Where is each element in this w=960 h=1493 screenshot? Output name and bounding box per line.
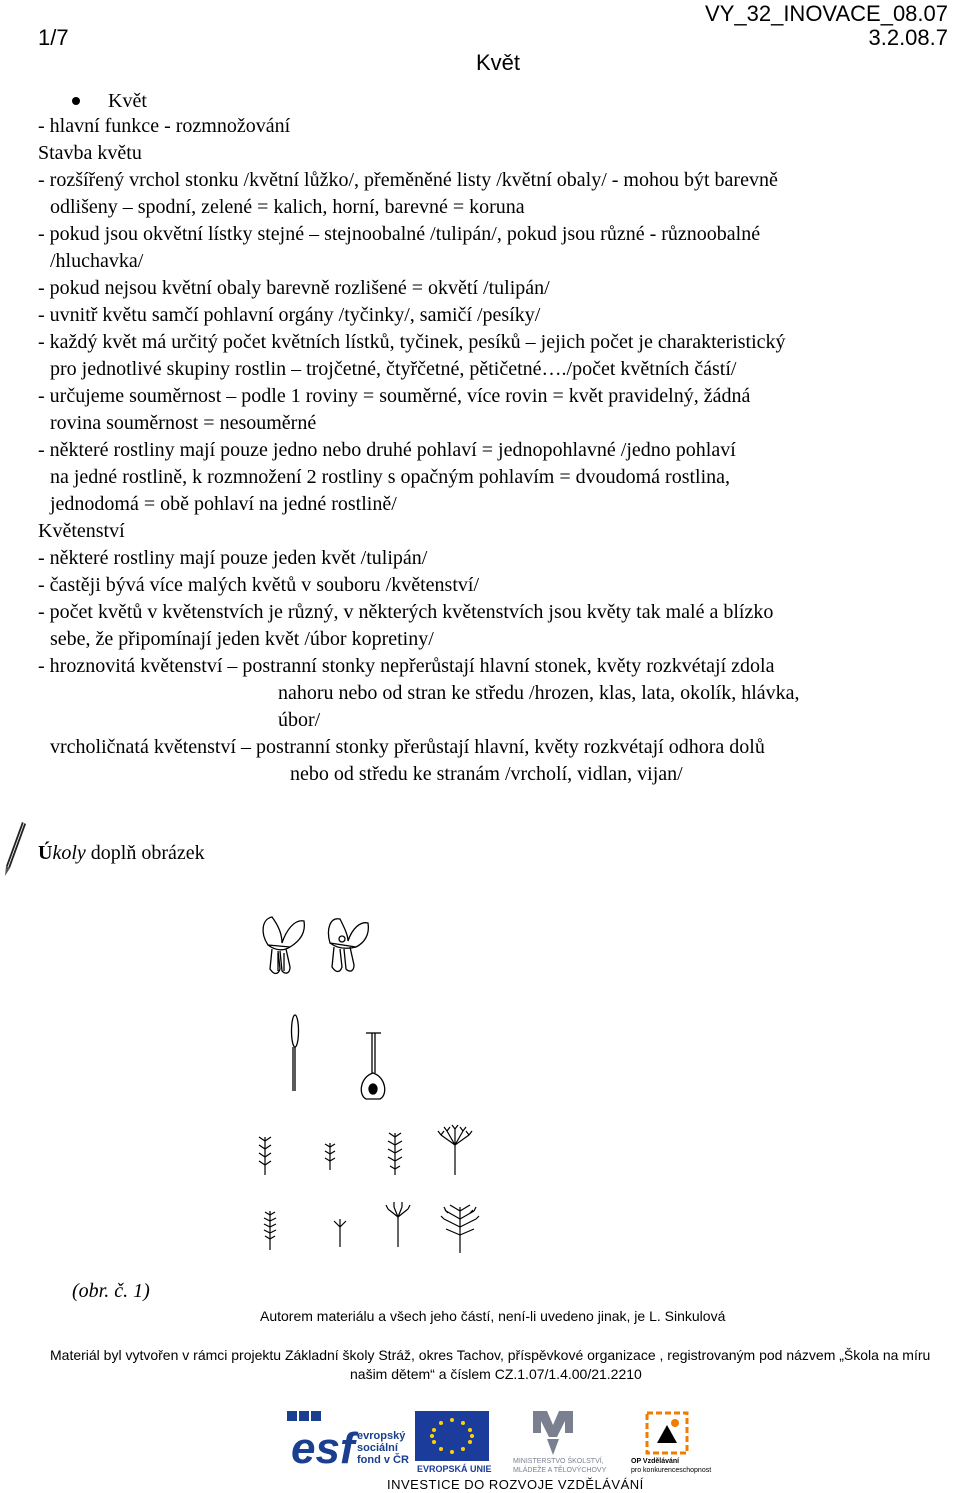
body-line: nahoru nebo od stran ke středu /hrozen, klas, lata, okolík, hlávka,: [278, 682, 800, 704]
page-title: Květ: [476, 50, 521, 75]
body-line: na jedné rostlině, k rozmnožení 2 rostliny s opačným pohlavím = dvoudomá rostlina,: [50, 466, 731, 488]
svg-text:evropský: evropský: [357, 1430, 406, 1442]
body-line: - rozšířený vrchol stonku /květní lůžko/, přeměněné listy /květní obaly/ - mohou být barevně: [38, 169, 778, 191]
flower-drawing-left: [263, 917, 304, 974]
body-line: úbor/: [278, 709, 321, 731]
eu-flag-logo: [415, 1411, 492, 1474]
inflorescence-row-1: [259, 1125, 472, 1175]
body-line: - určujeme souměrnost – podle 1 roviny = souměrné, více rovin = květ pravidelný, žádná: [38, 385, 751, 407]
body-line: odlišeny – spodní, zelené = kalich, horní, barevné = koruna: [50, 196, 525, 218]
page-number: 1/7: [38, 25, 69, 50]
body-line: - hroznovitá květenství – postranní stonky nepřerůstají hlavní stonek, květy rozkvétají zdola: [38, 655, 775, 677]
svg-text:pro konkurenceschopnost: pro konkurenceschopnost: [631, 1467, 712, 1474]
body-line: - každý květ má určitý počet květních lístků, tyčinek, pesíků – jejich počet je charakteristický: [38, 331, 786, 353]
body-line: pro jednotlivé skupiny rostlin – trojčetné, čtyřčetné, pětičetné…./počet květních částí/: [50, 358, 737, 380]
footer-project-line-1: Materiál byl vytvořen v rámci projektu Základní školy Stráž, okres Tachov, příspěvkové organizace , registrovaným pod názvem „Škola na míru: [50, 1347, 931, 1363]
section-heading: Květ: [108, 90, 147, 112]
svg-text:fond v ČR: fond v ČR: [357, 1454, 409, 1466]
svg-text:MLÁDEŽE A TĚLOVÝCHOVY: MLÁDEŽE A TĚLOVÝCHOVY: [513, 1467, 607, 1474]
section-heading: Stavba květu: [38, 142, 142, 164]
body-line: - pokud nejsou květní obaly barevně rozlišené = okvětí /tulipán/: [38, 277, 550, 299]
section-heading: Květenství: [38, 520, 125, 542]
task-label-bold: Ú: [38, 842, 53, 864]
author-note: Autorem materiálu a všech jeho částí, není-li uvedeno jinak, je L. Sinkulová: [260, 1308, 726, 1324]
task-line: [38, 842, 205, 865]
body-line: - některé rostliny mají pouze jedno nebo druhé pohlaví = jednopohlavné /jedno pohlaví: [38, 439, 736, 461]
body-line: rovina souměrnost = nesouměrné: [50, 412, 317, 434]
body-line: nebo od středu ke stranám /vrcholí, vidlan, vijan/: [290, 763, 683, 785]
stamen-drawing: [292, 1015, 299, 1091]
pistil-drawing: [361, 1033, 384, 1099]
body-line: - uvnitř květu samčí pohlavní orgány /tyčinky/, samičí /pesíky/: [38, 304, 541, 326]
bullet-dot: [72, 97, 80, 105]
body-line: - pokud jsou okvětní lístky stejné – stejnoobalné /tulipán/, pokud jsou různé - různoobalné: [38, 223, 761, 245]
task-label-italic: koly: [52, 842, 86, 864]
body-line: vrcholičnatá květenství – postranní stonky přerůstají hlavní, květy rozkvétají odhora dolů: [50, 736, 765, 758]
op-vk-logo: [631, 1413, 711, 1474]
msmt-logo: [513, 1411, 607, 1474]
esf-logo: [285, 1407, 409, 1473]
inflorescence-row-2: [264, 1202, 479, 1253]
task-text: doplň obrázek: [85, 842, 205, 864]
svg-text:MINISTERSTVO ŠKOLSTVÍ,: MINISTERSTVO ŠKOLSTVÍ,: [513, 1458, 604, 1465]
footer-project-line-2: našim dětem“ a číslem CZ.1.07/1.4.00/21.2210: [350, 1366, 642, 1382]
figure-caption: (obr. č. 1): [72, 1280, 150, 1302]
body-line: - počet květů v květenstvích je různý, v některých květenstvích jsou květy tak malé a blízko: [38, 601, 774, 623]
body-line: - častěji bývá více malých květů v souboru /květenství/: [38, 574, 479, 596]
svg-text:OP Vzdělávání: OP Vzdělávání: [631, 1458, 680, 1465]
body-line: - hlavní funkce - rozmnožování: [38, 115, 291, 137]
body-line: jednodomá = obě pohlaví na jedné rostlině/: [50, 493, 397, 515]
funding-logos: [285, 1403, 715, 1475]
document-code: VY_32_INOVACE_08.07: [705, 1, 948, 26]
document-code-suffix: 3.2.08.7: [868, 25, 948, 50]
svg-text:esf: esf: [291, 1424, 355, 1473]
body-line: sebe, že připomínají jeden květ /úbor kopretiny/: [50, 628, 434, 650]
svg-text:sociální: sociální: [357, 1442, 398, 1454]
body-line: - některé rostliny mají pouze jeden květ /tulipán/: [38, 547, 428, 569]
flower-diagram: [220, 905, 510, 1265]
svg-text:EVROPSKÁ UNIE: EVROPSKÁ UNIE: [417, 1464, 492, 1474]
pen-icon: [0, 820, 30, 880]
logos-caption: INVESTICE DO ROZVOJE VZDĚLÁVÁNÍ: [387, 1477, 644, 1492]
flower-drawing-right: [328, 919, 368, 972]
body-line: /hluchavka/: [50, 250, 144, 272]
